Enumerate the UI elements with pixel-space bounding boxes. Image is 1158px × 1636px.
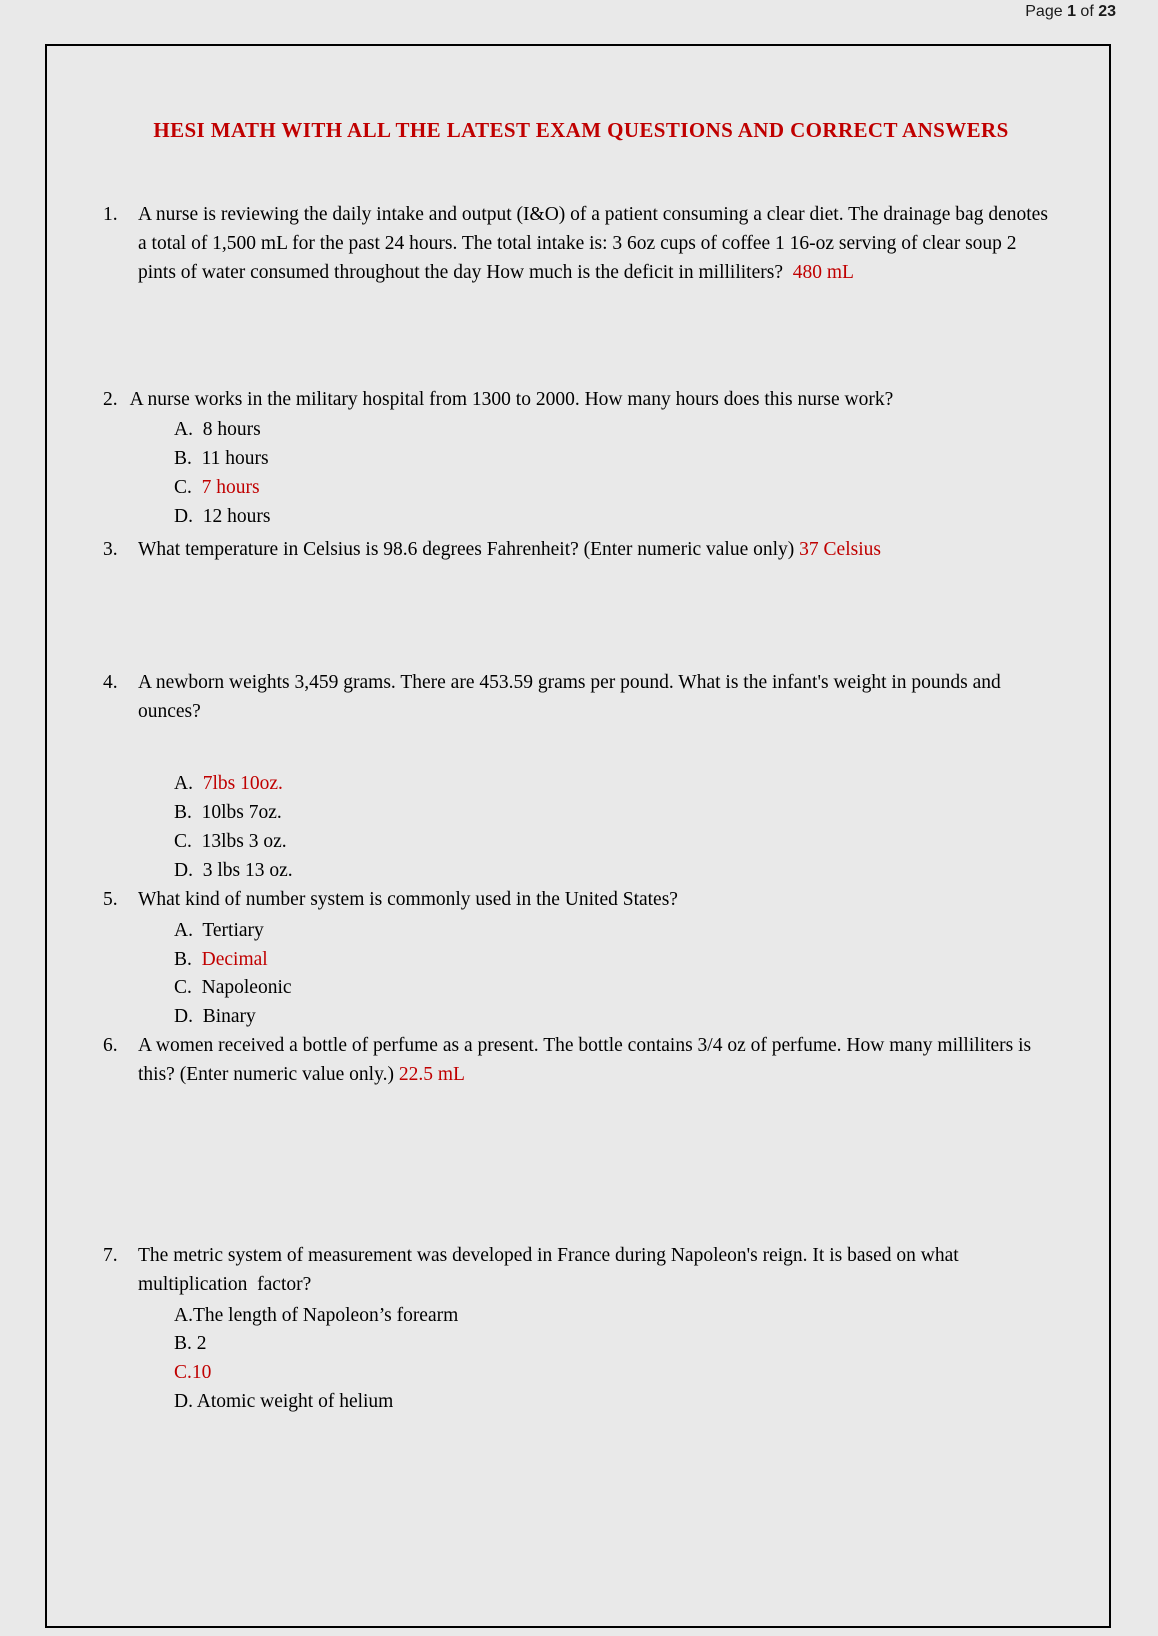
- option-item: [174, 503, 1059, 532]
- option-item: [174, 974, 1059, 1003]
- question-text: [138, 889, 678, 910]
- body-text: C.: [174, 477, 202, 499]
- body-text: A.The length of Napoleon’s forearm: [174, 1304, 459, 1326]
- question-number: 6.: [103, 1035, 118, 1057]
- answer-text: 7 hours: [201, 477, 260, 499]
- option-item: [174, 917, 1059, 946]
- question-item: [103, 1242, 1059, 1417]
- body-text: B. 10lbs 7oz.: [174, 802, 282, 824]
- question-number: 4.: [103, 671, 118, 693]
- page-number-indicator: [1025, 3, 1116, 21]
- body-text: B. 2: [174, 1333, 207, 1355]
- question-number: 3.: [103, 538, 118, 560]
- answer-text: 37 Celsius: [799, 538, 881, 560]
- body-text: D. Atomic weight of helium: [174, 1391, 394, 1413]
- option-item: [174, 946, 1059, 975]
- question-item: [103, 886, 1059, 1032]
- page-number-value: 23: [1098, 3, 1116, 20]
- body-text: What temperature in Celsius is 98.6 degrees Fahrenheit? (Enter numeric value only): [138, 538, 800, 560]
- body-text: What kind of number system is commonly used in the United States?: [138, 888, 678, 910]
- body-text: D. 3 lbs 13 oz.: [174, 860, 293, 882]
- answer-text: Decimal: [201, 948, 268, 970]
- body-text: A.: [174, 773, 203, 795]
- body-text: C. 13lbs 3 oz.: [174, 831, 287, 853]
- question-item: [103, 536, 1059, 565]
- question-number: 2.: [103, 388, 118, 410]
- question-number: 1.: [103, 204, 118, 225]
- document-title: HESI MATH WITH ALL THE LATEST EXAM QUESTIONS AND CORRECT ANSWERS: [153, 118, 1009, 142]
- option-item: [174, 1330, 1059, 1359]
- options-list: [174, 770, 1059, 885]
- option-item: [174, 474, 1059, 503]
- option-item: [174, 799, 1059, 828]
- body-text: A nurse is reviewing the daily intake and output (I&O) of a patient consuming a clear diet. The drainage bag denotes a total of 1,500 mL for the past 24 hours. The total intake is: 3 6oz cups of coffee 1 16-oz serving of clear soup 2 pints of water consumed throughout the day How much is the deficit in milliliters?: [138, 204, 1053, 283]
- options-list: [174, 917, 1059, 1032]
- body-text: A. 8 hours: [174, 419, 261, 441]
- answer-text: 480 mL: [792, 261, 854, 283]
- option-item: [174, 770, 1059, 799]
- question-text: [138, 204, 1053, 283]
- body-text: The metric system of measurement was developed in France during Napoleon's reign. It is based on what multiplication factor?: [138, 1244, 964, 1295]
- body-text: A. Tertiary: [174, 919, 264, 941]
- question-item: [103, 1032, 1059, 1090]
- option-item: [174, 1388, 1059, 1417]
- option-item: [174, 416, 1059, 445]
- body-text: A nurse works in the military hospital from 1300 to 2000. How many hours does this nurse work?: [129, 388, 894, 410]
- page-number-text: of: [1075, 3, 1099, 20]
- body-text: B.: [174, 948, 202, 970]
- question-number: 5.: [103, 888, 118, 910]
- body-text: C. Napoleonic: [174, 977, 292, 999]
- option-item: [174, 1359, 1059, 1388]
- body-text: D. 12 hours: [174, 506, 271, 528]
- question-text: [138, 1245, 964, 1295]
- options-list: [174, 1302, 1059, 1417]
- question-text: [130, 389, 894, 410]
- option-item: [174, 1302, 1059, 1331]
- page-border: [45, 44, 1111, 1628]
- answer-text: C.10: [174, 1362, 212, 1384]
- body-text: A women received a bottle of perfume as a present. The bottle contains 3/4 oz of perfume. How many milliliters is this? (Enter numeric value only.): [138, 1035, 1037, 1086]
- questions-list: [103, 201, 1059, 1417]
- body-text: B. 11 hours: [174, 448, 269, 470]
- question-text: [138, 1035, 1036, 1085]
- option-item: [174, 857, 1059, 886]
- option-item: [174, 445, 1059, 474]
- option-item: [174, 828, 1059, 857]
- options-list: [174, 416, 1059, 531]
- body-text: A newborn weights 3,459 grams. There are 453.59 grams per pound. What is the infant's weight in pounds and ounces?: [138, 671, 1006, 722]
- question-item: [103, 386, 1059, 532]
- answer-text: 7lbs 10oz.: [202, 773, 283, 795]
- question-text: [138, 672, 1006, 722]
- question-text: [138, 539, 881, 560]
- question-number: 7.: [103, 1244, 118, 1266]
- page-number-value: 1: [1067, 3, 1076, 20]
- answer-text: 22.5 mL: [398, 1064, 465, 1086]
- option-item: [174, 1003, 1059, 1032]
- body-text: D. Binary: [174, 1006, 256, 1028]
- question-item: [103, 201, 1059, 288]
- page-number-text: Page: [1025, 3, 1068, 20]
- question-item: [103, 669, 1059, 886]
